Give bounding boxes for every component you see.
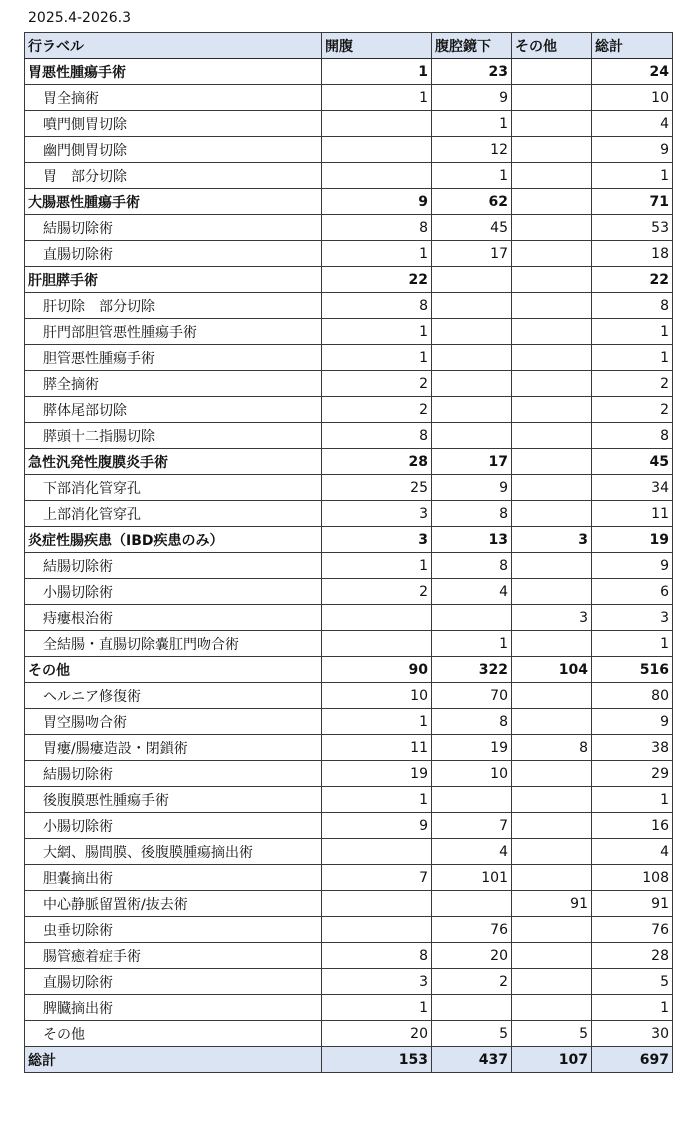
other-count-cell[interactable]: 5 [512,1021,592,1047]
open-count-cell[interactable]: 90 [322,657,432,683]
period-label: 2025.4-2026.3 [28,10,132,26]
row-label-cell[interactable]: 膵体尾部切除 [25,397,322,423]
total-count-cell[interactable]: 516 [592,657,673,683]
open-count-cell[interactable]: 3 [322,527,432,553]
row-label-cell[interactable]: 総計 [25,1047,322,1073]
header-open[interactable]: 開腹 [322,33,432,59]
laparoscopic-count-cell[interactable]: 9 [432,475,512,501]
table-row [25,813,673,839]
laparoscopic-count-cell[interactable]: 101 [432,865,512,891]
table-row [25,475,673,501]
open-count-cell[interactable]: 2 [322,397,432,423]
total-count-cell[interactable]: 1 [592,345,673,371]
open-count-cell[interactable]: 20 [322,1021,432,1047]
other-count-cell[interactable] [512,631,592,657]
laparoscopic-count-cell[interactable]: 19 [432,735,512,761]
header-laparoscopic[interactable]: 腹腔鏡下 [432,33,512,59]
other-count-cell[interactable] [512,137,592,163]
table-row [25,423,673,449]
group-row [25,189,673,215]
row-label-cell[interactable]: 結腸切除術 [25,761,322,787]
open-count-cell[interactable]: 8 [322,215,432,241]
laparoscopic-count-cell[interactable] [432,371,512,397]
total-count-cell[interactable]: 45 [592,449,673,475]
total-count-cell[interactable]: 19 [592,527,673,553]
table-row [25,787,673,813]
laparoscopic-count-cell[interactable]: 4 [432,579,512,605]
total-count-cell[interactable]: 8 [592,423,673,449]
laparoscopic-count-cell[interactable] [432,605,512,631]
open-count-cell[interactable]: 10 [322,683,432,709]
laparoscopic-count-cell[interactable]: 4 [432,839,512,865]
laparoscopic-count-cell[interactable]: 23 [432,59,512,85]
other-count-cell[interactable] [512,969,592,995]
total-count-cell[interactable]: 16 [592,813,673,839]
open-count-cell[interactable]: 1 [322,553,432,579]
row-label-cell[interactable]: 胆嚢摘出術 [25,865,322,891]
other-count-cell[interactable] [512,85,592,111]
open-count-cell[interactable] [322,839,432,865]
row-label-cell[interactable]: 幽門側胃切除 [25,137,322,163]
open-count-cell[interactable]: 2 [322,371,432,397]
table-row [25,163,673,189]
other-count-cell[interactable] [512,371,592,397]
row-label-cell[interactable]: 後腹膜悪性腫瘍手術 [25,787,322,813]
other-count-cell[interactable] [512,995,592,1021]
row-label-cell[interactable]: その他 [25,657,322,683]
row-label-cell[interactable]: 肝切除 部分切除 [25,293,322,319]
laparoscopic-count-cell[interactable]: 1 [432,111,512,137]
total-count-cell[interactable]: 9 [592,137,673,163]
open-count-cell[interactable] [322,917,432,943]
open-count-cell[interactable] [322,137,432,163]
total-count-cell[interactable]: 76 [592,917,673,943]
total-count-cell[interactable]: 1 [592,787,673,813]
laparoscopic-count-cell[interactable]: 62 [432,189,512,215]
open-count-cell[interactable]: 8 [322,943,432,969]
row-label-cell[interactable]: ヘルニア修復術 [25,683,322,709]
row-label-cell[interactable]: 胃悪性腫瘍手術 [25,59,322,85]
laparoscopic-count-cell[interactable] [432,423,512,449]
other-count-cell[interactable] [512,215,592,241]
row-label-cell[interactable]: 腸管癒着症手術 [25,943,322,969]
laparoscopic-count-cell[interactable] [432,995,512,1021]
total-count-cell[interactable]: 1 [592,319,673,345]
total-count-cell[interactable]: 1 [592,995,673,1021]
open-count-cell[interactable] [322,111,432,137]
laparoscopic-count-cell[interactable] [432,891,512,917]
other-count-cell[interactable] [512,111,592,137]
table-body [25,59,673,1073]
total-count-cell[interactable]: 38 [592,735,673,761]
laparoscopic-count-cell[interactable]: 20 [432,943,512,969]
table-row [25,553,673,579]
laparoscopic-count-cell[interactable] [432,397,512,423]
table-row [25,215,673,241]
row-label-cell[interactable]: 噴門側胃切除 [25,111,322,137]
other-count-cell[interactable] [512,917,592,943]
total-count-cell[interactable]: 8 [592,293,673,319]
total-count-cell[interactable]: 71 [592,189,673,215]
table-row [25,111,673,137]
other-count-cell[interactable]: 104 [512,657,592,683]
row-label-cell[interactable]: 膵全摘術 [25,371,322,397]
open-count-cell[interactable]: 22 [322,267,432,293]
total-count-cell[interactable]: 9 [592,709,673,735]
row-label-cell[interactable]: 胃全摘術 [25,85,322,111]
total-count-cell[interactable]: 5 [592,969,673,995]
table-row [25,761,673,787]
other-count-cell[interactable] [512,579,592,605]
other-count-cell[interactable] [512,267,592,293]
laparoscopic-count-cell[interactable] [432,319,512,345]
total-count-cell[interactable]: 2 [592,371,673,397]
total-count-cell[interactable]: 29 [592,761,673,787]
open-count-cell[interactable]: 153 [322,1047,432,1073]
open-count-cell[interactable]: 1 [322,85,432,111]
laparoscopic-count-cell[interactable] [432,267,512,293]
open-count-cell[interactable]: 9 [322,189,432,215]
laparoscopic-count-cell[interactable] [432,293,512,319]
laparoscopic-count-cell[interactable]: 17 [432,449,512,475]
open-count-cell[interactable]: 2 [322,579,432,605]
laparoscopic-count-cell[interactable]: 10 [432,761,512,787]
total-count-cell[interactable]: 4 [592,839,673,865]
other-count-cell[interactable] [512,449,592,475]
row-label-cell[interactable]: 小腸切除術 [25,813,322,839]
row-label-cell[interactable]: 全結腸・直腸切除嚢肛門吻合術 [25,631,322,657]
row-label-cell[interactable]: 脾臓摘出術 [25,995,322,1021]
open-count-cell[interactable]: 3 [322,969,432,995]
laparoscopic-count-cell[interactable] [432,345,512,371]
open-count-cell[interactable]: 1 [322,709,432,735]
total-count-cell[interactable]: 4 [592,111,673,137]
other-count-cell[interactable] [512,865,592,891]
open-count-cell[interactable]: 25 [322,475,432,501]
group-row [25,59,673,85]
laparoscopic-count-cell[interactable]: 9 [432,85,512,111]
open-count-cell[interactable]: 1 [322,345,432,371]
open-count-cell[interactable]: 1 [322,787,432,813]
total-count-cell[interactable]: 3 [592,605,673,631]
row-label-cell[interactable]: 大腸悪性腫瘍手術 [25,189,322,215]
other-count-cell[interactable] [512,475,592,501]
other-count-cell[interactable] [512,163,592,189]
table-row [25,579,673,605]
total-count-cell[interactable]: 91 [592,891,673,917]
row-label-cell[interactable]: 膵頭十二指腸切除 [25,423,322,449]
other-count-cell[interactable] [512,319,592,345]
table-row [25,85,673,111]
other-count-cell[interactable] [512,241,592,267]
open-count-cell[interactable] [322,163,432,189]
table-row [25,345,673,371]
laparoscopic-count-cell[interactable]: 437 [432,1047,512,1073]
open-count-cell[interactable]: 8 [322,293,432,319]
laparoscopic-count-cell[interactable]: 76 [432,917,512,943]
table-row [25,969,673,995]
open-count-cell[interactable] [322,631,432,657]
header-row-label[interactable]: 行ラベル [25,33,322,59]
open-count-cell[interactable]: 7 [322,865,432,891]
row-label-cell[interactable]: 結腸切除術 [25,215,322,241]
other-count-cell[interactable]: 3 [512,605,592,631]
table-row [25,943,673,969]
row-label-cell[interactable]: 上部消化管穿孔 [25,501,322,527]
table-row [25,605,673,631]
total-count-cell[interactable]: 80 [592,683,673,709]
surgery-pivot-table [24,32,673,1073]
open-count-cell[interactable]: 8 [322,423,432,449]
table-row [25,631,673,657]
open-count-cell[interactable]: 9 [322,813,432,839]
other-count-cell[interactable] [512,345,592,371]
row-label-cell[interactable]: 下部消化管穿孔 [25,475,322,501]
open-count-cell[interactable]: 19 [322,761,432,787]
other-count-cell[interactable]: 107 [512,1047,592,1073]
table-row [25,683,673,709]
table-row [25,137,673,163]
laparoscopic-count-cell[interactable]: 7 [432,813,512,839]
row-label-cell[interactable]: 胃空腸吻合術 [25,709,322,735]
open-count-cell[interactable] [322,605,432,631]
row-label-cell[interactable]: 大網、腸間膜、後腹膜腫瘍摘出術 [25,839,322,865]
laparoscopic-count-cell[interactable]: 70 [432,683,512,709]
other-count-cell[interactable]: 91 [512,891,592,917]
laparoscopic-count-cell[interactable]: 1 [432,163,512,189]
header-row [25,33,673,59]
group-row [25,449,673,475]
other-count-cell[interactable] [512,943,592,969]
other-count-cell[interactable] [512,813,592,839]
total-count-cell[interactable]: 1 [592,163,673,189]
open-count-cell[interactable]: 28 [322,449,432,475]
table-row [25,865,673,891]
other-count-cell[interactable] [512,709,592,735]
total-count-cell[interactable]: 10 [592,85,673,111]
other-count-cell[interactable] [512,501,592,527]
row-label-cell[interactable]: 肝門部胆管悪性腫瘍手術 [25,319,322,345]
laparoscopic-count-cell[interactable]: 1 [432,631,512,657]
row-label-cell[interactable]: 胃瘻/腸瘻造設・閉鎖術 [25,735,322,761]
total-count-cell[interactable]: 6 [592,579,673,605]
table-row [25,397,673,423]
total-count-cell[interactable]: 30 [592,1021,673,1047]
total-count-cell[interactable]: 24 [592,59,673,85]
other-count-cell[interactable] [512,683,592,709]
other-count-cell[interactable] [512,293,592,319]
laparoscopic-count-cell[interactable]: 12 [432,137,512,163]
other-count-cell[interactable] [512,59,592,85]
open-count-cell[interactable]: 1 [322,59,432,85]
table-row [25,293,673,319]
laparoscopic-count-cell[interactable]: 8 [432,709,512,735]
header-other[interactable]: その他 [512,33,592,59]
laparoscopic-count-cell[interactable] [432,787,512,813]
group-row [25,657,673,683]
row-label-cell[interactable]: 小腸切除術 [25,579,322,605]
other-count-cell[interactable]: 3 [512,527,592,553]
open-count-cell[interactable] [322,891,432,917]
total-count-cell[interactable]: 1 [592,631,673,657]
table-row [25,319,673,345]
table-row [25,917,673,943]
row-label-cell[interactable]: 痔瘻根治術 [25,605,322,631]
other-count-cell[interactable] [512,189,592,215]
row-label-cell[interactable]: 肝胆膵手術 [25,267,322,293]
total-count-cell[interactable]: 11 [592,501,673,527]
other-count-cell[interactable]: 8 [512,735,592,761]
open-count-cell[interactable]: 1 [322,319,432,345]
total-count-cell[interactable]: 108 [592,865,673,891]
table-row [25,839,673,865]
total-count-cell[interactable]: 2 [592,397,673,423]
table-row [25,735,673,761]
other-count-cell[interactable] [512,839,592,865]
laparoscopic-count-cell[interactable]: 5 [432,1021,512,1047]
row-label-cell[interactable]: 結腸切除術 [25,553,322,579]
row-label-cell[interactable]: 炎症性腸疾患（IBD疾患のみ） [25,527,322,553]
laparoscopic-count-cell[interactable]: 13 [432,527,512,553]
row-label-cell[interactable]: 胃 部分切除 [25,163,322,189]
total-count-cell[interactable]: 697 [592,1047,673,1073]
table-row [25,995,673,1021]
laparoscopic-count-cell[interactable]: 8 [432,553,512,579]
grand-total-row [25,1047,673,1073]
laparoscopic-count-cell[interactable]: 322 [432,657,512,683]
other-count-cell[interactable] [512,423,592,449]
total-count-cell[interactable]: 22 [592,267,673,293]
group-row [25,267,673,293]
open-count-cell[interactable]: 11 [322,735,432,761]
laparoscopic-count-cell[interactable]: 45 [432,215,512,241]
open-count-cell[interactable]: 1 [322,995,432,1021]
other-count-cell[interactable] [512,553,592,579]
row-label-cell[interactable]: 胆管悪性腫瘍手術 [25,345,322,371]
table-row [25,241,673,267]
laparoscopic-count-cell[interactable]: 8 [432,501,512,527]
row-label-cell[interactable]: 直腸切除術 [25,969,322,995]
total-count-cell[interactable]: 28 [592,943,673,969]
row-label-cell[interactable]: 中心静脈留置術/抜去術 [25,891,322,917]
laparoscopic-count-cell[interactable]: 17 [432,241,512,267]
total-count-cell[interactable]: 9 [592,553,673,579]
other-count-cell[interactable] [512,761,592,787]
laparoscopic-count-cell[interactable]: 2 [432,969,512,995]
other-count-cell[interactable] [512,397,592,423]
table-row [25,501,673,527]
row-label-cell[interactable]: 急性汎発性腹膜炎手術 [25,449,322,475]
table-row [25,1021,673,1047]
table-row [25,709,673,735]
table-row [25,891,673,917]
total-count-cell[interactable]: 34 [592,475,673,501]
total-count-cell[interactable]: 53 [592,215,673,241]
total-count-cell[interactable]: 18 [592,241,673,267]
open-count-cell[interactable]: 1 [322,241,432,267]
table-row [25,371,673,397]
group-row [25,527,673,553]
open-count-cell[interactable]: 3 [322,501,432,527]
other-count-cell[interactable] [512,787,592,813]
header-total[interactable]: 総計 [592,33,673,59]
row-label-cell[interactable]: 直腸切除術 [25,241,322,267]
row-label-cell[interactable]: 虫垂切除術 [25,917,322,943]
row-label-cell[interactable]: その他 [25,1021,322,1047]
